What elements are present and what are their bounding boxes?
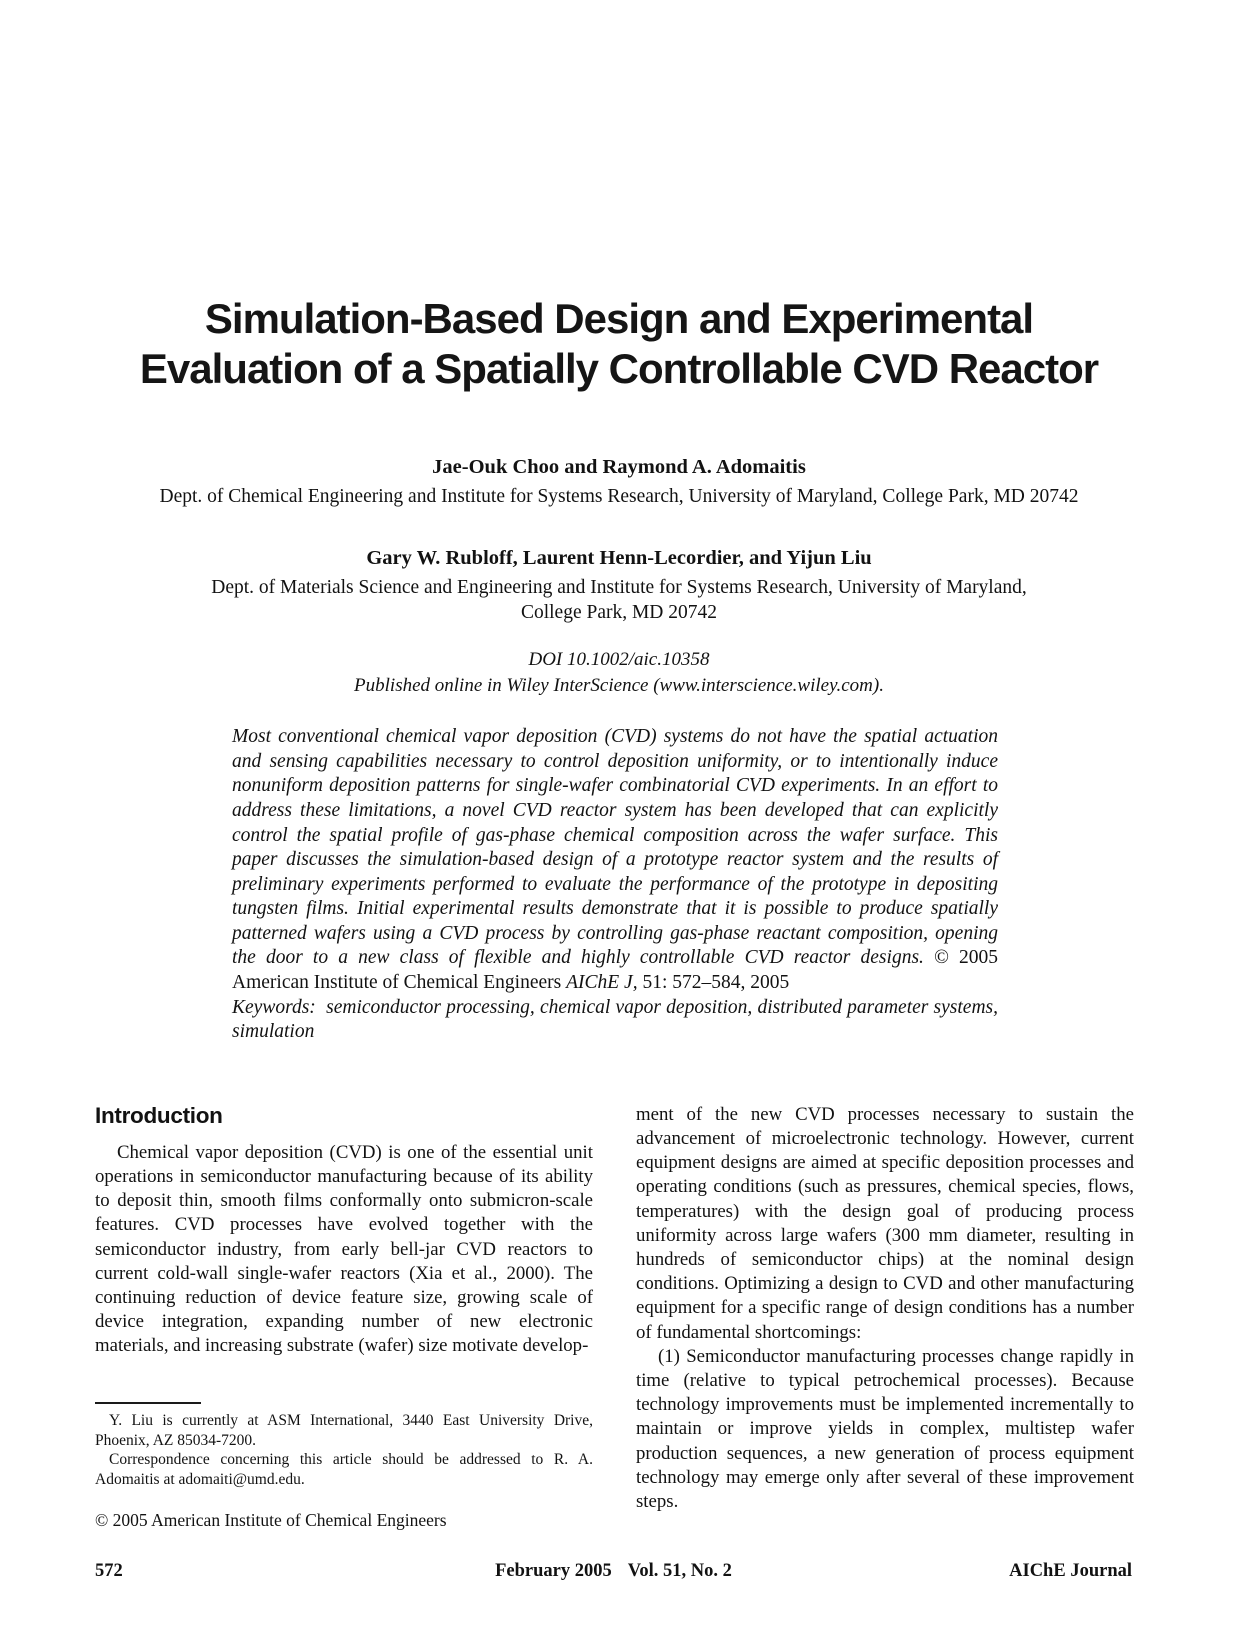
article-header	[0, 0, 1238, 699]
right-column	[636, 1103, 1134, 1514]
journal-name: AIChE Journal	[1009, 1561, 1132, 1581]
affiliation-group-2-line-2: College Park, MD 20742	[520, 602, 718, 624]
published-online-line: Published online in Wiley InterScience (www.interscience.wiley.com).	[354, 675, 884, 697]
doi-line: DOI 10.1002/aic.10358	[528, 649, 710, 671]
abstract-journal-name: AIChE J,	[566, 972, 638, 994]
page-number: 572	[95, 1561, 123, 1581]
footnote-current-address: Y. Liu is currently at ASM International, 3440 East University Drive, Phoenix, AZ 85034-7200.	[95, 1412, 593, 1449]
affiliation-group-2	[0, 575, 1238, 625]
title-line-2: Evaluation of a Spatially Controllable CVD Reactor	[139, 345, 1099, 393]
intro-paragraph-right-2: (1) Semiconductor manufacturing processes change rapidly in time (relative to typical petrochemical processes). Because technology improvements must be implemented incrementally to maintain or improve yields in complex, multistep wafer production sequences, a new generation of process equipment technology may emerge only after several of these improvement steps.	[636, 1345, 1134, 1513]
authors-group-2: Gary W. Rubloff, Laurent Henn-Lecordier, and Yijun Liu	[366, 547, 872, 570]
abstract-block	[232, 725, 998, 1045]
section-heading-introduction: Introduction	[95, 1102, 223, 1128]
title-line-1: Simulation-Based Design and Experimental	[204, 295, 1034, 343]
affiliation-group-1: Dept. of Chemical Engineering and Institute for Systems Research, University of Maryland, College Park, MD 20742	[159, 486, 1079, 508]
footnote-correspondence: Correspondence concerning this article should be addressed to R. A. Adomaitis at adomaiti@umd.edu.	[95, 1451, 593, 1488]
footnote-divider	[95, 1402, 201, 1404]
doi-block	[0, 647, 1238, 699]
authors-group-1: Jae-Ouk Choo and Raymond A. Adomaitis	[432, 456, 806, 479]
abstract-citation: 51: 572–584, 2005	[642, 972, 790, 994]
keywords-line	[232, 996, 998, 1045]
intro-paragraph-left: Chemical vapor deposition (CVD) is one of the essential unit operations in semiconductor manufacturing because of its ability to deposit thin, smooth films conformally onto submicron-scale features. CVD processes have evolved together with the semiconductor industry, from early bell-jar CVD reactors to current cold-wall single-wafer reactors (Xia et al., 2000). The continuing reduction of device feature size, growing scale of device integration, expanding number of new electronic materials, and increasing substrate (wafer) size motivate develop-	[95, 1141, 593, 1357]
keywords-text: semiconductor processing, chemical vapor deposition, distributed parameter systems, simulation	[232, 996, 999, 1043]
footer-date: February 2005	[495, 1561, 612, 1581]
page-title	[0, 294, 1238, 394]
copyright-notice: © 2005 American Institute of Chemical Engineers	[95, 1510, 447, 1530]
abstract-copyright: © 2005 American Institute of Chemical Engineers	[232, 947, 999, 994]
footer-issue-info	[495, 1560, 732, 1582]
affiliation-group-2-line-1: Dept. of Materials Science and Engineering and Institute for Systems Research, University of Maryland,	[211, 577, 1027, 599]
footer-volume: Vol. 51, No. 2	[627, 1561, 732, 1581]
abstract-paragraph	[232, 725, 998, 996]
intro-paragraph-right-1: ment of the new CVD processes necessary to sustain the advancement of microelectronic technology. However, current equipment designs are aimed at specific deposition processes and operating conditions (such as pressures, chemical species, flows, temperatures) with the design goal of producing process uniformity across large wafers (300 mm diameter, resulting in hundreds of semiconductor chips) at the nominal design conditions. Optimizing a design to CVD and other manufacturing equipment for a specific range of design conditions has a number of fundamental shortcomings:	[636, 1103, 1134, 1343]
keywords-label: Keywords:	[232, 996, 316, 1018]
abstract-text: Most conventional chemical vapor deposition (CVD) systems do not have the spatial actuation and sensing capabilities necessary to control deposition uniformity, or to intentionally induce nonuniform deposition patterns for single-wafer combinatorial CVD experiments. In an effort to address these limitations, a novel CVD reactor system has been developed that can explicitly control the spatial profile of gas-phase chemical composition across the wafer surface. This paper discusses the simulation-based design of a prototype reactor system and the results of preliminary experiments performed to evaluate the performance of the prototype in depositing tungsten films. Initial experimental results demonstrate that it is possible to produce spatially patterned wafers using a CVD process by controlling gas-phase reactant composition, opening the door to a new class of flexible and highly controllable CVD reactor designs.	[232, 726, 998, 969]
footnotes-block	[95, 1402, 593, 1531]
